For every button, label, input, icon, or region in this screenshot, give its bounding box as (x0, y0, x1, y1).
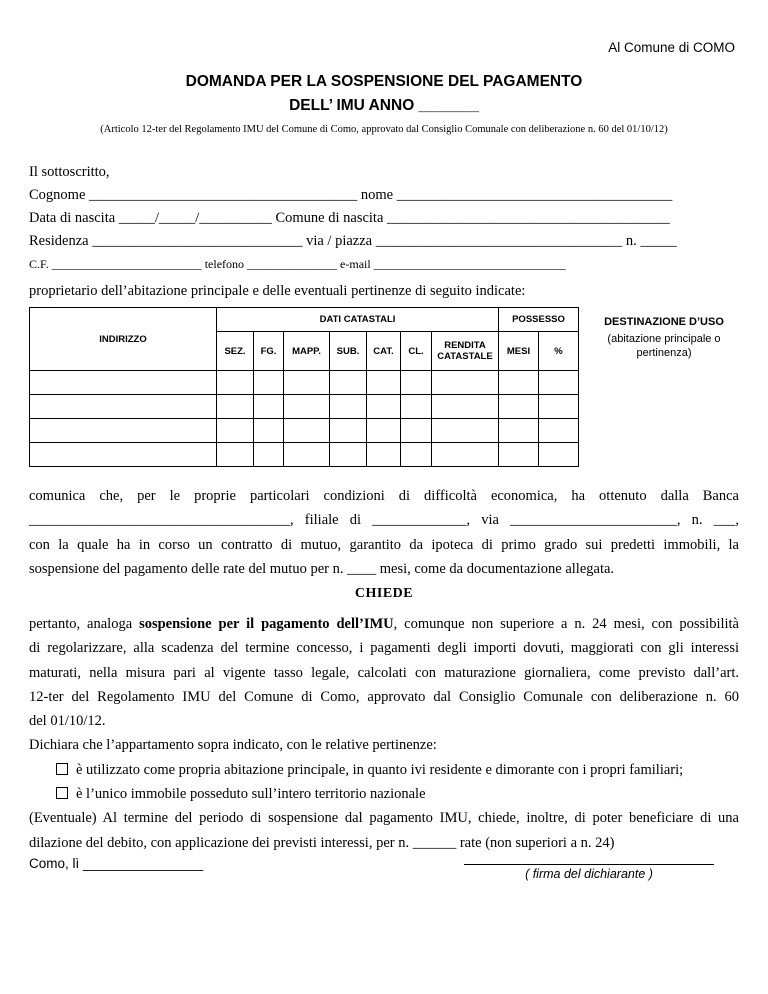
destinazione-note: (abitazione principale o pertinenza) (607, 333, 721, 359)
chiede-line: maturati, nella misura pari al vigente tasso legale, calcolati con maturazione giornaliera, come previsto dall’art. (29, 664, 739, 681)
chiede-line1-bold: sospensione per il pagamento dell’IMU (139, 616, 394, 632)
col-rendita-header: RENDITA CATASTALE (432, 332, 499, 371)
eventuale-line: (Eventuale) Al termine del periodo di sospensione dal pagamento IMU, chiede, inoltre, di poter beneficiare di una (29, 810, 739, 827)
chiede-line1-post: , comunque non superiore a n. 24 mesi, con possibilità (393, 616, 739, 632)
option-abitazione[interactable] (29, 758, 739, 782)
comunica-line: sospensione del pagamento delle rate del mutuo per n. ____ mesi, come da documentazione allegata. (29, 560, 615, 577)
col-sez-header: SEZ. (217, 332, 254, 371)
comunica-paragraph (29, 484, 739, 581)
chiede-line1-pre: pertanto, analoga (29, 616, 140, 632)
col-sub-header: SUB. (330, 332, 367, 371)
recipient-label: Al Comune di COMO (608, 40, 735, 55)
comunica-line: comunica che, per le proprie particolari condizioni di difficoltà economica, ha ottenuto dalla Banca (29, 488, 739, 504)
eventuale-line[interactable]: dilazione del debito, con applicazione dei previsti interessi, per n. ______ rate (non superiori a n. 24) (29, 834, 615, 851)
chiede-paragraph (29, 612, 739, 855)
owner-statement: proprietario dell’abitazione principale e delle eventuali pertinenze di seguito indicate: (29, 283, 526, 299)
chiede-line (29, 612, 739, 636)
legal-reference: (Articolo 12-ter del Regolamento IMU del Comune di Como, approvato dal Consiglio Comunale con deliberazione n. 60 del 01/10/12) (100, 124, 668, 135)
col-fg-header: FG. (254, 332, 284, 371)
dati-catastali-header: DATI CATASTALI (217, 308, 499, 332)
signature-caption: ( firma del dichiarante ) (525, 867, 653, 881)
col-cat-header: CAT. (367, 332, 401, 371)
col-percent-header: % (539, 332, 579, 371)
checkbox-icon[interactable] (56, 763, 68, 775)
chiede-line: di regolarizzare, alla scadenza del termine concesso, i pagamenti degli importi dovuti, maggiorati con gli interessi (29, 640, 739, 657)
form-title-year[interactable]: DELL’ IMU ANNO _______ (289, 97, 479, 114)
bank-field-line[interactable]: ____________________________________, filiale di _____________, via _______________________, n. ___, (29, 512, 739, 529)
form-title: DOMANDA PER LA SOSPENSIONE DEL PAGAMENTO (185, 73, 583, 90)
destinazione-header (589, 315, 739, 360)
option-unico-immobile[interactable] (29, 782, 739, 806)
chiede-heading: CHIEDE (354, 586, 414, 601)
col-cl-header: CL. (401, 332, 432, 371)
destinazione-title: DESTINAZIONE D’USO (604, 316, 724, 328)
col-mapp-header: MAPP. (284, 332, 330, 371)
col-mesi-header: MESI (499, 332, 539, 371)
intro-text: Il sottoscritto, (29, 164, 110, 180)
dichiara-intro: Dichiara che l’appartamento sopra indicato, con le relative pertinenze: (29, 737, 437, 754)
option-abitazione-label: è utilizzato come propria abitazione principale, in quanto ivi residente e dimorante con i propri familiari; (76, 761, 684, 778)
chiede-line: 12-ter del Regolamento IMU del Comune di Como, approvato dal Consiglio Comunale con deliberazione n. 60 (29, 688, 739, 705)
chiede-line: del 01/10/12. (29, 713, 106, 730)
option-unico-label: è l’unico immobile posseduto sull’intero territorio nazionale (76, 786, 426, 803)
name-field-line[interactable]: Cognome _____________________________________ nome ______________________________________ (29, 187, 673, 203)
col-indirizzo-header: INDIRIZZO (30, 308, 217, 371)
comunica-line: con la quale ha in corso un contratto di mutuo, garantito da ipoteca di primo grado sui predetti immobili, la (29, 536, 739, 553)
signature-line[interactable] (464, 852, 714, 865)
birth-field-line[interactable]: Data di nascita _____/_____/__________ Comune di nascita _______________________________________ (29, 210, 670, 226)
residence-field-line[interactable]: Residenza _____________________________ via / piazza __________________________________ n. _____ (29, 233, 677, 249)
place-date-field[interactable]: Como, lì ________________ (29, 856, 204, 871)
checkbox-icon[interactable] (56, 787, 68, 799)
contact-field-line[interactable]: C.F. _________________________ telefono _______________ e-mail ________________________________ (29, 257, 566, 271)
possesso-header: POSSESSO (499, 308, 579, 332)
